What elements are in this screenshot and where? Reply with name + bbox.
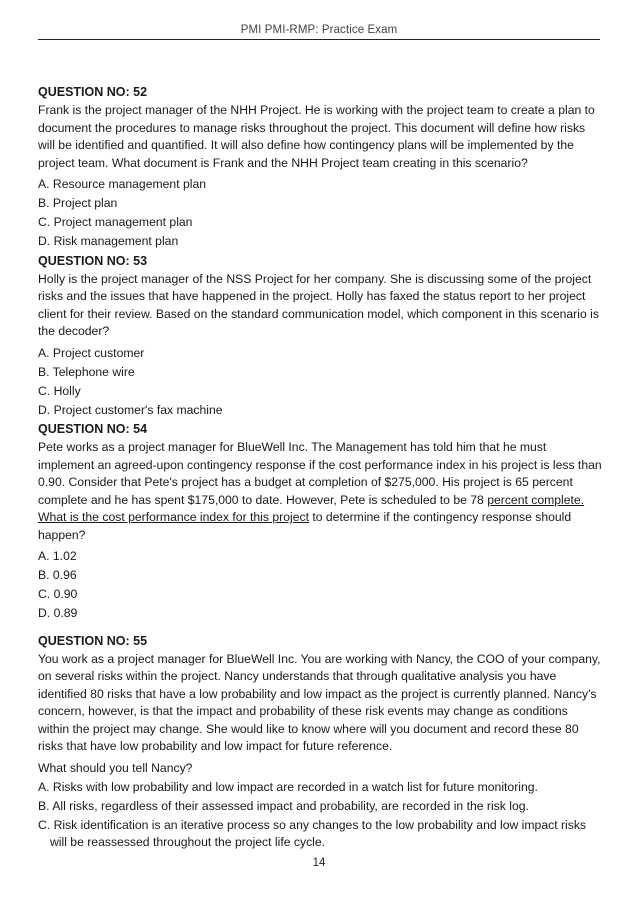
question-text: Holly is the project manager of the NSS Project for her company. She is discussing some of the project risks and the issues that have happened in the project. Holly has faxed the status report to her project client for their review. Based on the standard communication model, which component in this scenario is the decoder?	[38, 271, 599, 338]
answer-option: B. All risks, regardless of their assessed impact and probability, are recorded in the risk log.	[38, 798, 529, 813]
question-text	[38, 439, 602, 544]
spacer	[38, 625, 602, 633]
underlined-text: percent complete. What is the cost performance index for this project	[38, 492, 585, 524]
answer-option: D. Project customer's fax machine	[38, 402, 223, 417]
answer-option: A. 1.02	[38, 549, 77, 563]
document-content	[38, 84, 602, 854]
question-text-part: Pete works as a project manager for BlueWell Inc. The Management has told him that he must implement an agreed-upon contingency response if the cost performance index in his project is less than 0.90. Consider that Pete's project has a budget at completion of $275,000. His project is 65 percent complete and he has spent $175,000 to date. However, Pete is scheduled to be 78	[38, 440, 602, 507]
question-53	[38, 253, 602, 420]
header-rule	[38, 39, 600, 40]
answer-option: C. Risk identification is an iterative process so any changes to the low probability and low impact risks will be reassessed throughout the project life cycle.	[38, 817, 587, 849]
question-text: Frank is the project manager of the NHH Project. He is working with the project team to create a plan to document the procedures to manage risks throughout the project. This document will define how risks will be identified and quantified. It will also define how contingency plans will be implemented by the project team. What document is Frank and the NHH Project team creating in this scenario?	[38, 103, 595, 170]
question-52	[38, 84, 602, 251]
answer-option: A. Resource management plan	[38, 177, 207, 191]
answer-option: B. Project plan	[38, 196, 118, 210]
answer-option: A. Risks with low probability and low impact are recorded in a watch list for future monitoring.	[38, 779, 538, 794]
answer-option: A. Project customer	[38, 345, 145, 360]
header-title: PMI PMI-RMP: Practice Exam	[240, 24, 398, 36]
answer-option: B. 0.96	[38, 568, 77, 582]
question-heading: QUESTION NO: 55	[38, 633, 148, 648]
answer-option: C. Project management plan	[38, 215, 193, 229]
answer-option: D. Risk management plan	[38, 234, 179, 248]
question-text: You work as a project manager for BlueWell Inc. You are working with Nancy, the COO of your company, on several risks within the project. Nancy understands that through qualitative analysis you have identified 80 risks that have a low probability and low impact as the project is currently planned. Nancy's concern, however, is that the impact and probability of these risk events may change as conditions within the project may change. She would like to know where will you document and record these 80 risks that have low probability and low impact for future reference.	[38, 651, 601, 753]
answer-option: C. 0.90	[38, 587, 78, 601]
page-number: 14	[312, 857, 326, 869]
question-text-part: to determine if the contingency response should happen?	[38, 510, 572, 542]
answer-option: B. Telephone wire	[38, 364, 135, 379]
question-54	[38, 421, 602, 623]
answer-option: C. Holly	[38, 383, 81, 398]
question-heading: QUESTION NO: 52	[38, 85, 148, 99]
answer-option: D. 0.89	[38, 606, 78, 620]
question-prompt: What should you tell Nancy?	[38, 760, 193, 775]
question-heading: QUESTION NO: 53	[38, 253, 148, 268]
question-55	[38, 633, 602, 852]
question-heading: QUESTION NO: 54	[38, 422, 148, 436]
